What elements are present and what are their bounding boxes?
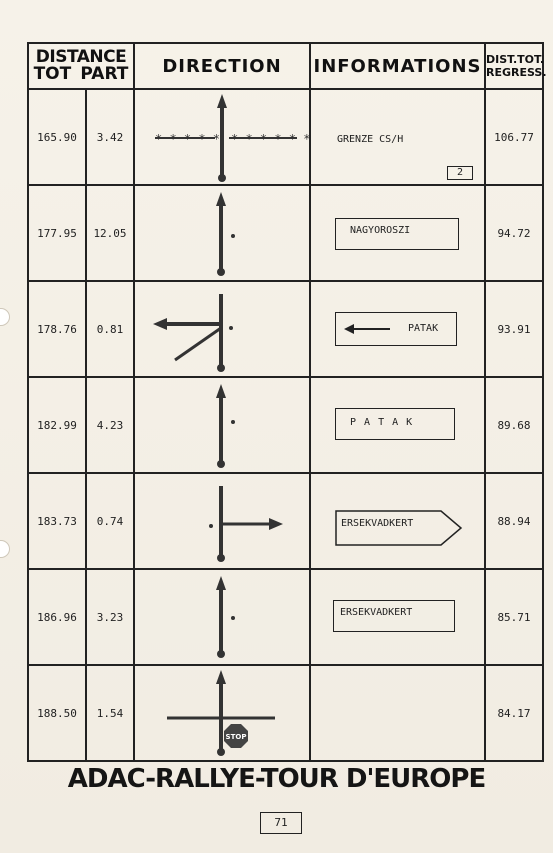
info-sign: ERSEKVADKERT [333, 600, 455, 632]
roadbook-row [28, 185, 543, 281]
info-cell [310, 473, 485, 569]
punch-hole [0, 308, 10, 326]
info-sign-text: ERSEKVADKERT [341, 518, 414, 529]
tot-cell: 177.95 [28, 185, 86, 281]
footer-title: ADAC-RALLYE-TOUR D'EUROPE [67, 764, 486, 794]
part-label: PART [80, 64, 129, 84]
straight-dot-diagram [135, 378, 311, 472]
info-sign: P A T A K [335, 408, 455, 440]
tot-cell: 188.50 [28, 665, 86, 761]
dist-tot-regress-header [485, 43, 547, 89]
info-cell [310, 377, 485, 473]
info-sign [335, 312, 457, 346]
part-cell: 0.74 [86, 473, 134, 569]
regress-cell: 88.94 [485, 473, 543, 569]
regress-cell: 106.77 [485, 89, 543, 185]
straight-dot-diagram [135, 570, 311, 664]
roadbook-row [28, 473, 543, 569]
page-number: 71 [260, 812, 302, 834]
direction-cell [134, 89, 310, 185]
regress-cell: 84.17 [485, 665, 543, 761]
header-row [28, 43, 543, 89]
left-turn-diagram [135, 282, 311, 376]
roadbook-row [28, 89, 543, 185]
tot-cell: 183.73 [28, 473, 86, 569]
part-cell: 3.23 [86, 569, 134, 665]
roadbook-row [28, 665, 543, 761]
roadbook-row [28, 569, 543, 665]
direction-cell [134, 185, 310, 281]
info-sign: NAGYOROSZI [335, 218, 459, 250]
border-straight-diagram [135, 90, 311, 184]
direction-cell [134, 665, 310, 761]
arrow-left-icon [340, 315, 400, 345]
direction-cell [134, 569, 310, 665]
regress-cell: 89.68 [485, 377, 543, 473]
info-text: GRENZE CS/H [337, 134, 404, 145]
info-badge: 2 [447, 166, 473, 180]
part-cell: 0.81 [86, 281, 134, 377]
roadbook-row [28, 281, 543, 377]
stop-crossing-diagram [135, 666, 311, 760]
regress-cell: 93.91 [485, 281, 543, 377]
roadbook-row [28, 377, 543, 473]
roadbook-table [27, 42, 547, 762]
direction-cell [134, 281, 310, 377]
right-turn-diagram [135, 474, 311, 568]
regress-cell: 85.71 [485, 569, 543, 665]
distance-header [28, 43, 134, 89]
distance-label: DISTANCE [35, 47, 127, 67]
straight-dot-diagram [135, 186, 311, 280]
tot-cell: 178.76 [28, 281, 86, 377]
part-cell: 4.23 [86, 377, 134, 473]
punch-hole [0, 540, 10, 558]
info-cell [310, 89, 485, 185]
svg-text:* * * * * *: * * * * * * [231, 132, 311, 146]
direction-cell [134, 473, 310, 569]
direction-header: DIRECTION [134, 43, 310, 89]
info-cell [310, 281, 485, 377]
regress-label-line1: DIST.TOT. [486, 53, 545, 66]
part-cell: 1.54 [86, 665, 134, 761]
svg-text:* * * * *: * * * * * [155, 132, 221, 146]
regress-cell: 94.72 [485, 185, 543, 281]
tot-cell: 165.90 [28, 89, 86, 185]
info-cell [310, 569, 485, 665]
tot-cell: 182.99 [28, 377, 86, 473]
informations-header: INFORMATIONS [310, 43, 485, 89]
direction-cell [134, 377, 310, 473]
info-cell [310, 185, 485, 281]
tot-label: TOT [33, 64, 72, 84]
part-cell: 12.05 [86, 185, 134, 281]
tot-cell: 186.96 [28, 569, 86, 665]
part-cell: 3.42 [86, 89, 134, 185]
info-cell [310, 665, 485, 761]
stop-sign-label: STOP [225, 733, 247, 741]
regress-label-line2: REGRESS. [486, 66, 547, 79]
info-sign-text: PATAK [408, 323, 439, 334]
